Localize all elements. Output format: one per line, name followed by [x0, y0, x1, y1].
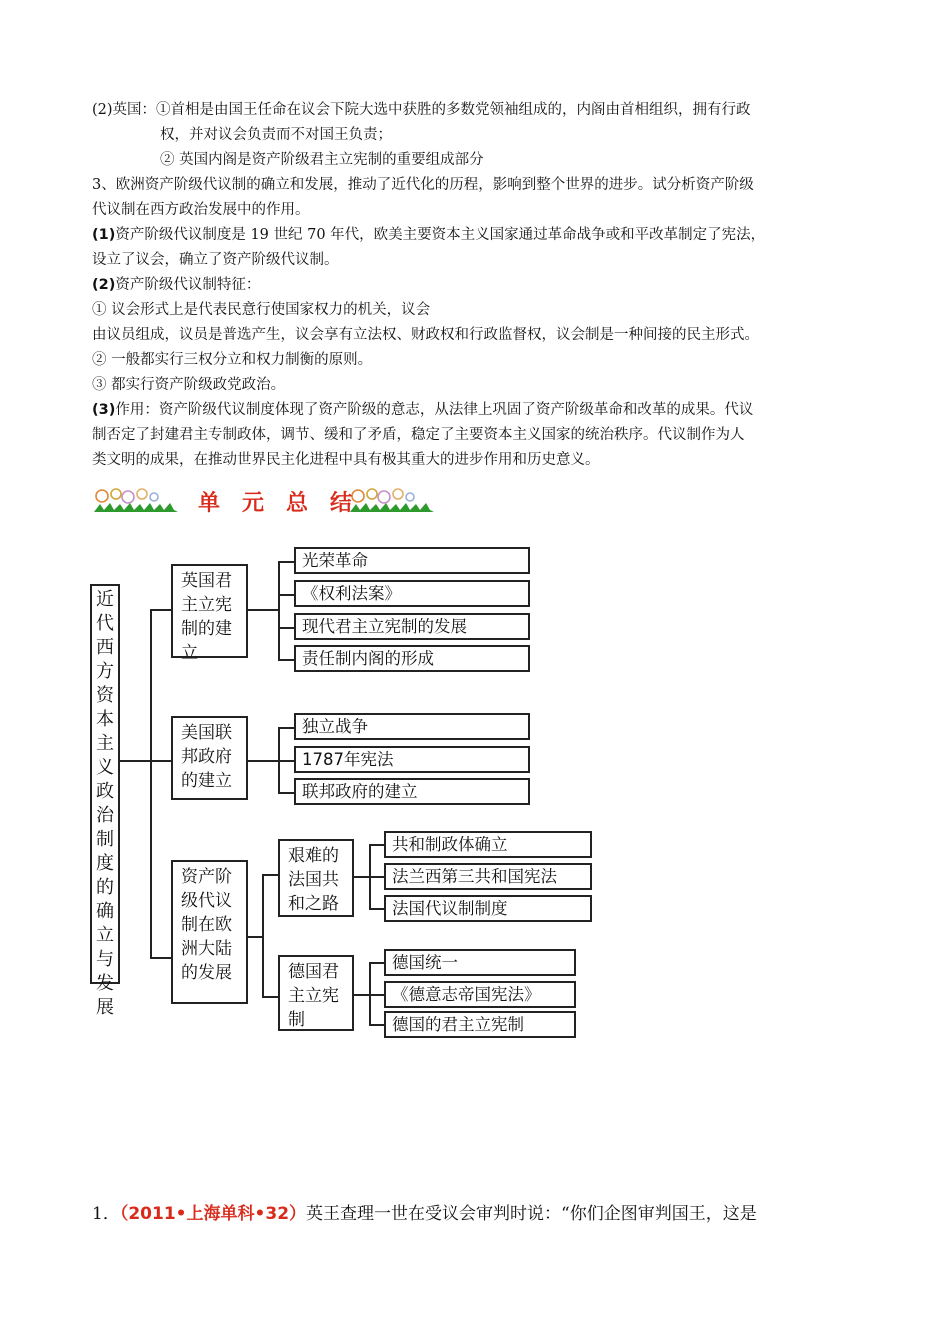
leaf-node: 现代君主立宪制的发展	[294, 613, 530, 640]
connector	[278, 727, 294, 729]
leaf-node: 德国统一	[384, 949, 576, 976]
leaf-node: 德国的君主立宪制	[384, 1011, 576, 1038]
leaf-node: 1787年宪法	[294, 746, 530, 773]
connector	[150, 609, 171, 611]
item-text: 作用：资产阶级代议制度体现了资产阶级的意志，从法律上巩固了资产阶级革命和改革的成果。代议	[115, 402, 754, 418]
connector	[262, 996, 278, 998]
connector	[120, 760, 150, 762]
text-line	[92, 223, 862, 248]
leaf-node: 光荣革命	[294, 547, 530, 574]
leaf-node: 法国代议制制度	[384, 895, 592, 922]
connector	[150, 760, 171, 762]
question-source: （2011•上海单科•32）	[119, 1204, 307, 1224]
connector	[278, 561, 294, 563]
connector	[278, 659, 294, 661]
connector	[369, 994, 384, 996]
connector	[278, 760, 294, 762]
text-line: ② 一般都实行三权分立和权力制衡的原则。	[92, 352, 373, 368]
item-marker: (3)	[92, 402, 116, 418]
connector	[248, 936, 263, 938]
connector	[278, 792, 294, 794]
connector	[248, 609, 278, 611]
item-marker: (1)	[92, 227, 116, 243]
leaf-node: 联邦政府的建立	[294, 778, 530, 805]
connector	[262, 874, 264, 998]
text-line: 3、欧洲资产阶级代议制的确立和发展，推动了近代化的历程，影响到整个世界的进步。试分析资产阶级	[92, 177, 754, 193]
connector	[150, 957, 171, 959]
text-line: 由议员组成，议员是普选产生，议会享有立法权、财政权和行政监督权，议会制是一种间接的民主形式。	[92, 327, 759, 343]
item-text: 资产阶级代议制度是 19 世纪 70 年代，欧美主要资本主义国家通过革命战争或和平改革制定了宪法，	[115, 227, 766, 243]
connector	[150, 609, 152, 959]
sub-branch-germany: 德国君 主立宪 制	[278, 955, 354, 1031]
leaf-node: 《权利法案》	[294, 580, 530, 607]
item-marker: (2)	[92, 277, 116, 293]
text-line: 制否定了封建君主专制政体，调节、缓和了矛盾，稳定了主要资本主义国家的统治秩序。代议制作为人	[92, 427, 745, 443]
connector	[354, 876, 369, 878]
grass-left	[94, 503, 178, 512]
text-line	[92, 398, 862, 423]
connector	[354, 994, 369, 996]
text-line: ② 英国内阁是资产阶级君主立宪制的重要组成部分	[160, 152, 484, 168]
question-number: 1．	[92, 1204, 120, 1224]
root-node: 近 代 西 方 资 本 主 义 政 治 制 度 的 确 立 与 发 展	[90, 584, 120, 984]
leaf-node: 责任制内阁的形成	[294, 645, 530, 672]
connector	[248, 760, 278, 762]
sub-branch-france: 艰难的 法国共 和之路	[278, 839, 354, 917]
question-text: 英王查理一世在受议会审判时说：“你们企图审判国王，这是	[306, 1204, 757, 1224]
text-line	[92, 273, 862, 298]
connector	[262, 874, 278, 876]
text-line: ① 议会形式上是代表民意行使国家权力的机关，议会	[92, 302, 431, 318]
connector	[369, 876, 384, 878]
question-line	[92, 1200, 757, 1228]
text-line: 代议制在西方政治发展中的作用。	[92, 202, 310, 218]
leaf-node: 法兰西第三共和国宪法	[384, 863, 592, 890]
text-line: 设立了议会，确立了资产阶级代议制。	[92, 252, 339, 268]
text-line: 类文明的成果，在推动世界民主化进程中具有极其重大的进步作用和历史意义。	[92, 452, 600, 468]
flower-cluster-left	[96, 489, 158, 503]
branch-us: 美国联 邦政府 的建立	[171, 716, 248, 800]
connector	[369, 1024, 384, 1026]
connector	[278, 594, 294, 596]
leaf-node: 独立战争	[294, 713, 530, 740]
text-line: ③ 都实行资产阶级政党政治。	[92, 377, 286, 393]
leaf-node: 《德意志帝国宪法》	[384, 981, 576, 1008]
text-line: (2)英国：①首相是由国王任命在议会下院大选中获胜的多数党领袖组成的，内阁由首相组织，拥有行政	[92, 102, 751, 118]
branch-europe: 资产阶 级代议 制在欧 洲大陆 的发展	[171, 860, 248, 1004]
connector	[369, 908, 384, 910]
connector	[369, 962, 384, 964]
branch-uk: 英国君 主立宪 制的建 立	[171, 564, 248, 658]
connector	[278, 627, 294, 629]
leaf-node: 共和制政体确立	[384, 831, 592, 858]
text-line: 权，并对议会负责而不对国王负责；	[160, 127, 392, 143]
connector	[278, 561, 280, 660]
item-text: 资产阶级代议制特征：	[115, 277, 261, 293]
section-title: 单元总结	[198, 491, 375, 516]
connector	[369, 844, 384, 846]
